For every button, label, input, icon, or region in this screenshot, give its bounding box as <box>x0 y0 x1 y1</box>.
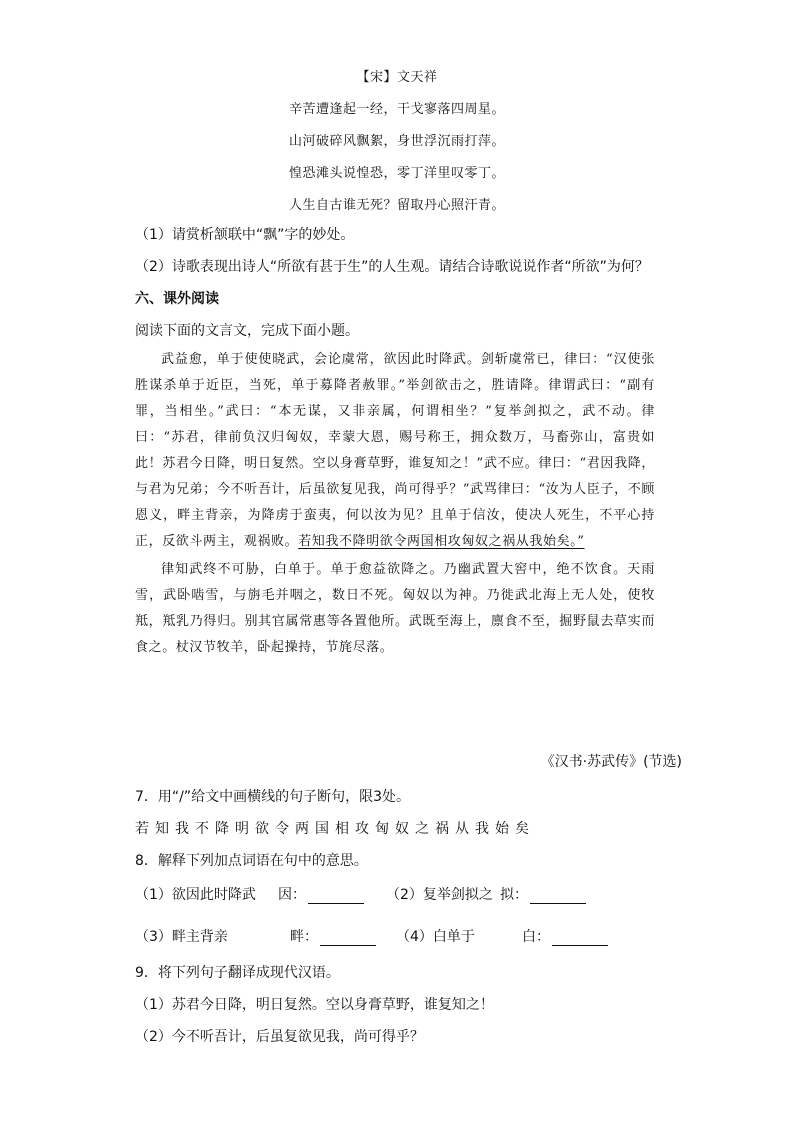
passage-p1-text: 武益愈，单于使使晓武，会论虞常，欲因此时降武。剑斩虞常已，律曰：“汉使张胜谋杀单于近臣，当死，单于募降者赦罪。”举剑欲击之，胜请降。律谓武曰：“副有罪，当相坐。”武曰：“本无谋，又非亲属，何谓相坐？”复举剑拟之，武不动。律曰：“苏君，律前负汉归匈奴，幸蒙大恩，赐号称王，拥众数万，马畜弥山，富贵如此！苏君今日降，明日复然。空以身膏草野，谁复知之！”武不应。律曰：“君因我降，与君为兄弟；今不听吾计，后虽欲复见我，尚可得乎？”武骂律曰：“汝为人臣子，不顾恩义，畔主背亲，为降虏于蛮夷，何以汝为见？且单于信汝，使决人死生，不平心持正，反欲斗两主，观祸败。 <box>135 352 655 549</box>
q8-item-2 <box>386 884 493 904</box>
q8-item-4-answer <box>522 926 608 946</box>
q8-item-1-answer <box>278 884 364 904</box>
passage-paragraph-2: 律知武终不可胁，白单于。单于愈益欲降之。乃幽武置大窖中，绝不饮食。天雨雪，武卧啮雪，与旃毛并咽之，数日不死。匈奴以为神。乃徙武北海上无人处，使牧羝，羝乳乃得归。别其官属常惠等各置他所。武既至海上，廪食不至，掘野鼠去草实而食之。杖汉节牧羊，卧起操持，节旄尽落。 <box>135 562 655 655</box>
q8-item-4-phrase: （4）白单于 <box>396 929 475 945</box>
poem-question-2: （2）诗歌表现出诗人“所欲有甚于生”的人生观。请结合诗歌说说作者“所欲”为何？ <box>135 259 649 275</box>
q8-answer-blank-3[interactable] <box>320 931 376 946</box>
q8-item-2-phrase: （2）复举剑拟之 <box>386 887 493 903</box>
q8-item-3-answer <box>290 926 376 946</box>
q8-item-2-label: 拟： <box>500 887 528 903</box>
q8-item-2-answer <box>500 884 586 904</box>
q8-answer-blank-1[interactable] <box>308 889 364 904</box>
q8-item-4-label: 白： <box>522 929 550 945</box>
passage-source: 《汉书·苏武传》(节选) <box>540 754 682 770</box>
poem-line-4: 人生自古谁无死？留取丹心照汗青。 <box>288 198 505 213</box>
poem-author: 【宋】文天祥 <box>356 70 438 85</box>
q8-item-3-phrase: （3）畔主背亲 <box>135 929 228 945</box>
q8-item-1 <box>135 884 256 904</box>
q8-item-3-label: 畔： <box>290 929 318 945</box>
q8-item-1-label: 因： <box>278 887 306 903</box>
passage <box>135 347 655 661</box>
passage-paragraph-1 <box>135 347 655 555</box>
poem-line-1: 辛苦遭逢起一经，干戈寥落四周星。 <box>288 102 505 117</box>
q8-prompt: 8．解释下列加点词语在句中的意思。 <box>135 853 368 869</box>
q9-item-1: （1）苏君今日降，明日复然。空以身膏草野，谁复知之！ <box>135 997 494 1013</box>
q7-sentence: 若知我不降明欲令两国相攻匈奴之祸从我始矣 <box>135 821 535 837</box>
poem-line-2: 山河破碎风飘絮，身世浮沉雨打萍。 <box>288 134 505 149</box>
q8-item-3 <box>135 926 228 946</box>
q9-prompt: 9．将下列句子翻译成现代汉语。 <box>135 965 340 981</box>
q7-prompt: 7．用“/”给文中画横线的句子断句，限3处。 <box>135 789 411 805</box>
section-heading: 六、课外阅读 <box>135 291 219 307</box>
q8-answer-blank-2[interactable] <box>530 889 586 904</box>
poem-question-1: （1）请赏析颔联中“飘”字的妙处。 <box>135 227 355 243</box>
poem-line-3: 惶恐滩头说惶恐，零丁洋里叹零丁。 <box>288 166 505 181</box>
q9-item-2: （2）今不听吾计，后虽复欲见我，尚可得乎？ <box>135 1029 424 1045</box>
section-instruction: 阅读下面的文言文，完成下面小题。 <box>135 323 359 339</box>
q8-item-1-phrase: （1）欲因此时降武 <box>135 887 256 903</box>
underlined-sentence: 若知我不降明欲令两国相攻匈奴之祸从我始矣。” <box>298 534 585 549</box>
q8-answer-blank-4[interactable] <box>552 931 608 946</box>
q8-item-4 <box>396 926 475 946</box>
